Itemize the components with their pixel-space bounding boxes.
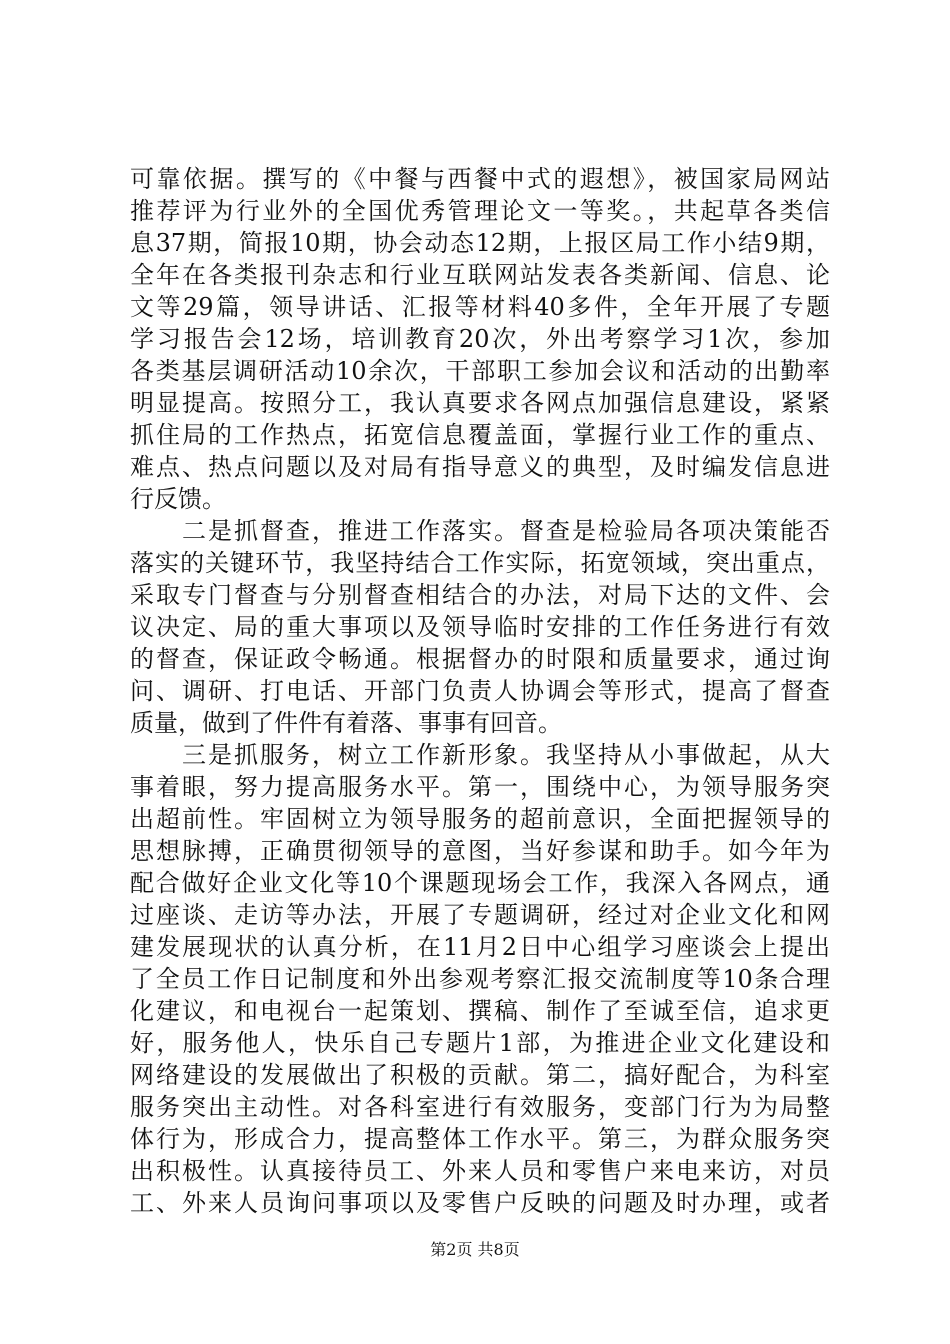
text-line: 难点、热点问题以及对局有指导意义的典型，及时编发信息进 [130, 453, 830, 481]
text-line: 出超前性。牢固树立为领导服务的超前意识，全面把握领导的 [130, 805, 830, 833]
text-line: 过座谈、走访等办法，开展了专题调研，经过对企业文化和网 [130, 901, 830, 929]
body-text [130, 163, 830, 1219]
text-line: 各类基层调研活动10余次，干部职工参加会议和活动的出勤率 [130, 357, 830, 385]
text-line: 可靠依据。撰写的《中餐与西餐中式的遐想》，被国家局网站 [130, 165, 830, 193]
text-line: 抓住局的工作热点，拓宽信息覆盖面，掌握行业工作的重点、 [130, 421, 830, 449]
text-line: 建发展现状的认真分析，在11月2日中心组学习座谈会上提出 [130, 933, 830, 961]
text-line: 工、外来人员询问事项以及零售户反映的问题及时办理，或者 [130, 1189, 830, 1217]
text-line: 服务突出主动性。对各科室进行有效服务，变部门行为为局整 [130, 1093, 830, 1121]
text-line: 行反馈。 [130, 485, 226, 513]
text-line: 学习报告会12场，培训教育20次，外出考察学习1次，参加 [130, 325, 830, 353]
text-line: 文等29篇，领导讲话、汇报等材料40多件，全年开展了专题 [130, 293, 830, 321]
text-line: 推荐评为行业外的全国优秀管理论文一等奖。，共起草各类信 [130, 197, 830, 225]
text-line: 落实的关键环节，我坚持结合工作实际，拓宽领域，突出重点， [130, 549, 830, 577]
text-line: 议决定、局的重大事项以及领导临时安排的工作任务进行有效 [130, 613, 830, 641]
text-line: 配合做好企业文化等10个课题现场会工作，我深入各网点，通 [130, 869, 830, 897]
text-line: 网络建设的发展做出了积极的贡献。第二，搞好配合，为科室 [130, 1061, 830, 1089]
text-line: 息37期，简报10期，协会动态12期，上报区局工作小结9期， [130, 229, 830, 257]
text-line: 问、调研、打电话、开部门负责人协调会等形式，提高了督查 [130, 677, 830, 705]
text-line: 思想脉搏，正确贯彻领导的意图，当好参谋和助手。如今年为 [130, 837, 830, 865]
page-footer: 第2页 共8页 [430, 1240, 520, 1259]
text-line: 化建议，和电视台一起策划、撰稿、制作了至诚至信，追求更 [130, 997, 830, 1025]
text-line: 的督查，保证政令畅通。根据督办的时限和质量要求，通过询 [130, 645, 830, 673]
text-line: 事着眼，努力提高服务水平。第一，围绕中心，为领导服务突 [130, 773, 830, 801]
text-line: 了全员工作日记制度和外出参观考察汇报交流制度等10条合理 [130, 965, 830, 993]
text-line: 出积极性。认真接待员工、外来人员和零售户来电来访，对员 [130, 1157, 830, 1185]
text-line: 二是抓督查，推进工作落实。督查是检验局各项决策能否 [130, 517, 830, 545]
text-line: 好，服务他人，快乐自己专题片1部，为推进企业文化建设和 [130, 1029, 830, 1057]
text-line: 体行为，形成合力，提高整体工作水平。第三，为群众服务突 [130, 1125, 830, 1153]
text-line: 采取专门督查与分别督查相结合的办法，对局下达的文件、会 [130, 581, 830, 609]
text-line: 明显提高。按照分工，我认真要求各网点加强信息建设，紧紧 [130, 389, 830, 417]
text-line: 三是抓服务，树立工作新形象。我坚持从小事做起，从大 [130, 741, 830, 769]
text-line: 质量，做到了件件有着落、事事有回音。 [130, 709, 562, 737]
text-line: 全年在各类报刊杂志和行业互联网站发表各类新闻、信息、论 [130, 261, 830, 289]
